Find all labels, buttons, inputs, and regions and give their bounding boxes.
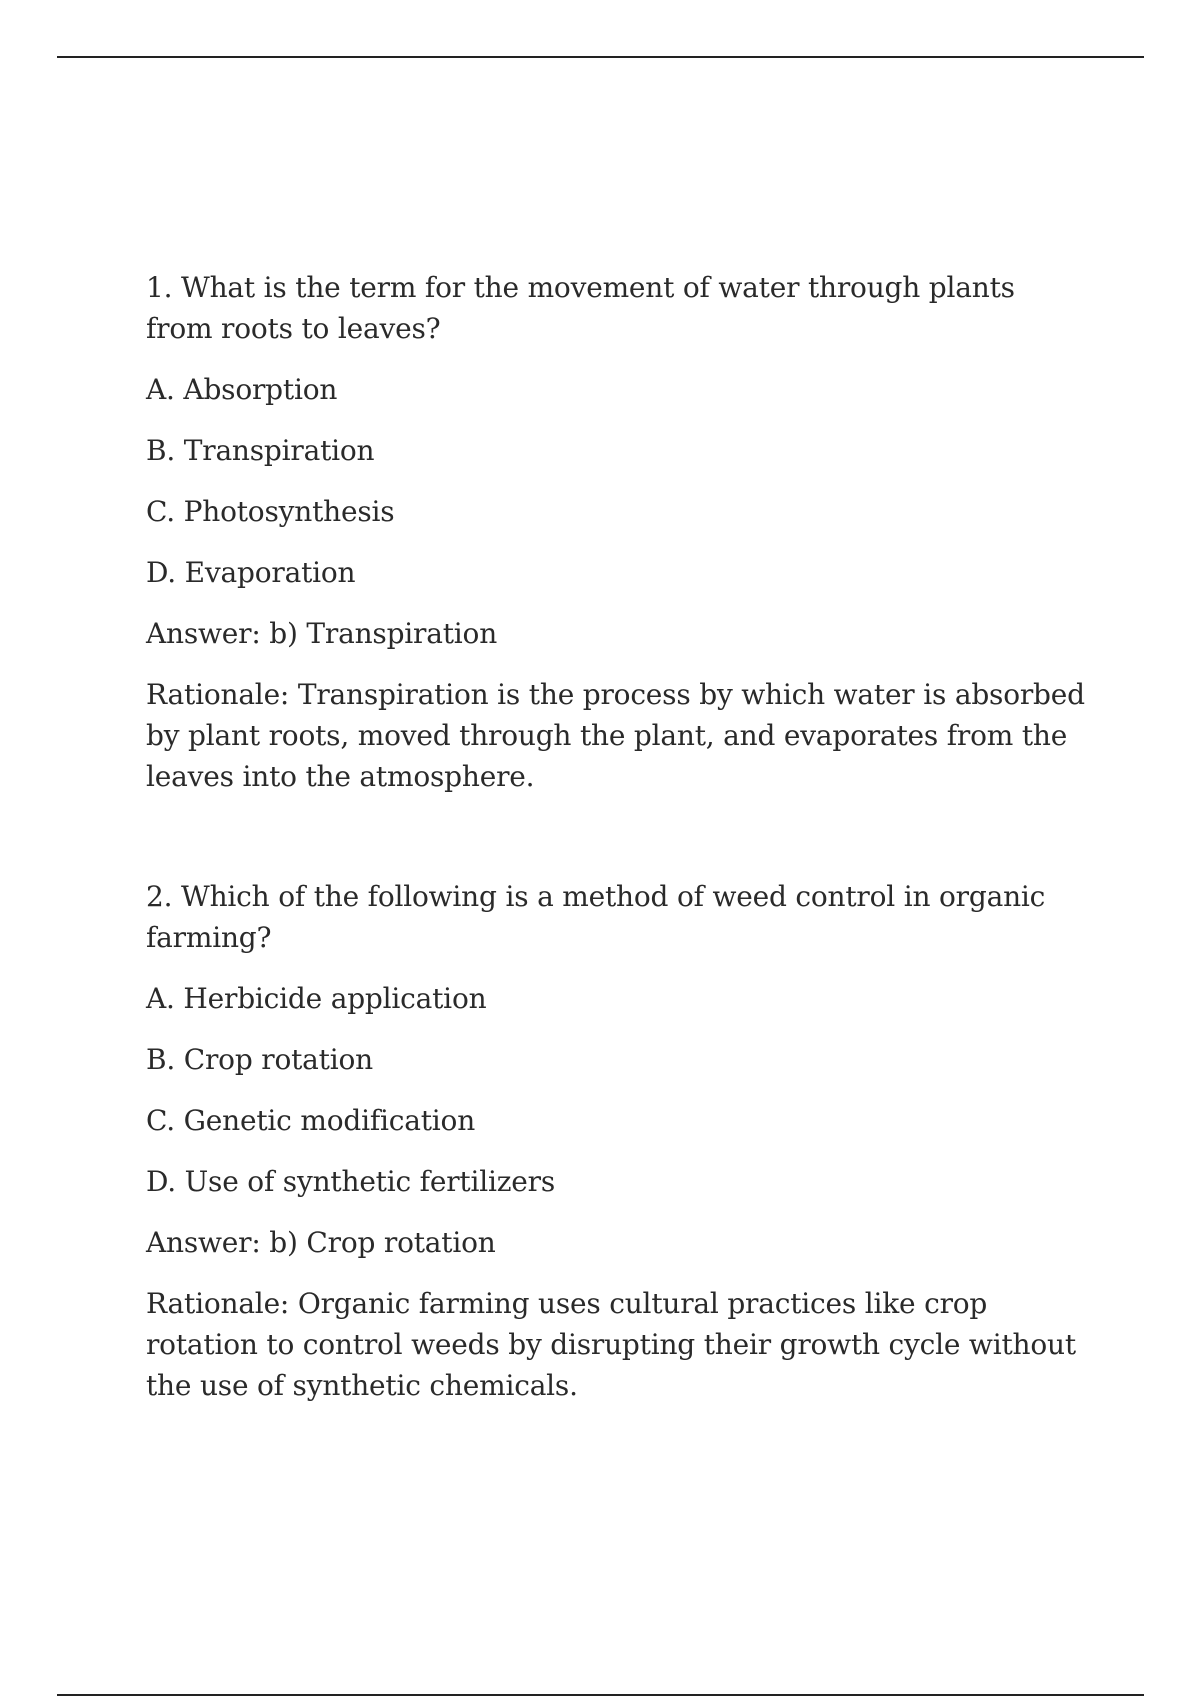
option-a: A. Absorption xyxy=(146,373,338,406)
answer-text: Answer: b) Crop rotation xyxy=(146,1226,496,1259)
answer-text: Answer: b) Transpiration xyxy=(146,617,498,650)
option-d: D. Use of synthetic fertilizers xyxy=(146,1165,555,1198)
rationale-text: Rationale: Organic farming uses cultural practices like crop rotation to control weeds by disrupting their growth cycle without the use of synthetic chemicals. xyxy=(146,1287,1076,1402)
option-b: B. Crop rotation xyxy=(146,1043,373,1076)
option-a: A. Herbicide application xyxy=(146,982,487,1015)
question-block-1 xyxy=(146,267,1086,797)
question-text: 1. What is the term for the movement of water through plants from roots to leaves? xyxy=(146,271,1015,345)
option-b: B. Transpiration xyxy=(146,434,375,467)
question-block-2 xyxy=(146,876,1086,1406)
option-d: D. Evaporation xyxy=(146,556,356,589)
option-c: C. Photosynthesis xyxy=(146,495,395,528)
option-c: C. Genetic modification xyxy=(146,1104,476,1137)
rationale-text: Rationale: Transpiration is the process by which water is absorbed by plant roots, moved through the plant, and evaporates from the leaves into the atmosphere. xyxy=(146,678,1085,793)
footer-rule xyxy=(57,1694,1144,1696)
question-text: 2. Which of the following is a method of weed control in organic farming? xyxy=(146,880,1046,954)
document-body xyxy=(146,267,1086,1406)
header-rule xyxy=(57,56,1144,58)
